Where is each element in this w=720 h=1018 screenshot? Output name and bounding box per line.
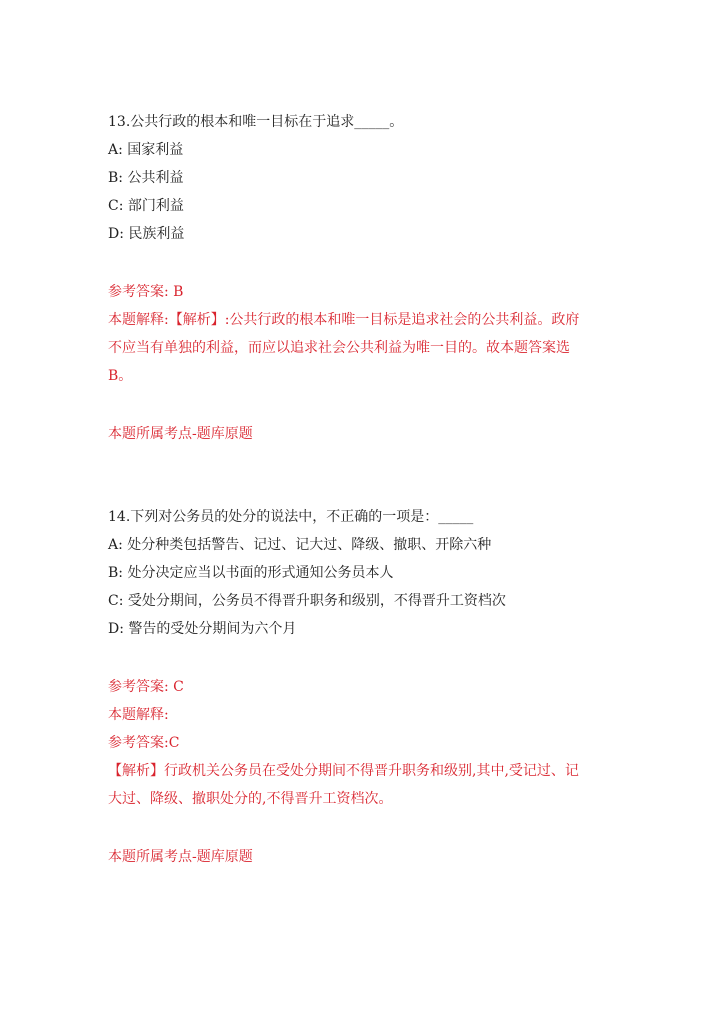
question-13-option-c: C: 部门利益: [108, 198, 184, 214]
question-14-stem: 14.下列对公务员的处分的说法中，不正确的一项是：_____: [108, 509, 474, 525]
question-13-option-b: B: 公共利益: [108, 170, 184, 186]
question-13-explanation-line-2: 不应当有单独的利益，而应以追求社会公共利益为唯一目的。故本题答案选: [108, 340, 570, 356]
question-14-option-a: A: 处分种类包括警告、记过、记大过、降级、撤职、开除六种: [108, 537, 492, 553]
question-14-option-d: D: 警告的受处分期间为六个月: [108, 621, 297, 637]
question-13-explanation-line-1: 本题解释:【解析】:公共行政的根本和唯一目标是追求社会的公共利益。政府: [108, 312, 580, 328]
question-13-explanation-line-3: B。: [108, 368, 133, 384]
question-14-explanation-label: 本题解释:: [108, 707, 169, 723]
question-14-explanation-line-2: 大过、降级、撤职处分的,不得晋升工资档次。: [108, 791, 393, 807]
question-14-topic: 本题所属考点-题库原题: [108, 849, 253, 865]
question-13-topic: 本题所属考点-题库原题: [108, 426, 253, 442]
question-13-answer: 参考答案: B: [108, 284, 184, 300]
question-14-answer-repeat: 参考答案:C: [108, 735, 180, 751]
question-14-option-c: C: 受处分期间，公务员不得晋升职务和级别，不得晋升工资档次: [108, 593, 506, 609]
question-13-option-d: D: 民族利益: [108, 226, 185, 242]
question-13-stem: 13.公共行政的根本和唯一目标在于追求_____。: [108, 114, 404, 130]
question-14-answer: 参考答案: C: [108, 679, 184, 695]
question-13-option-a: A: 国家利益: [108, 142, 184, 158]
question-14-explanation-line-1: 【解析】行政机关公务员在受处分期间不得晋升职务和级别,其中,受记过、记: [108, 763, 579, 779]
question-14-option-b: B: 处分决定应当以书面的形式通知公务员本人: [108, 565, 394, 581]
